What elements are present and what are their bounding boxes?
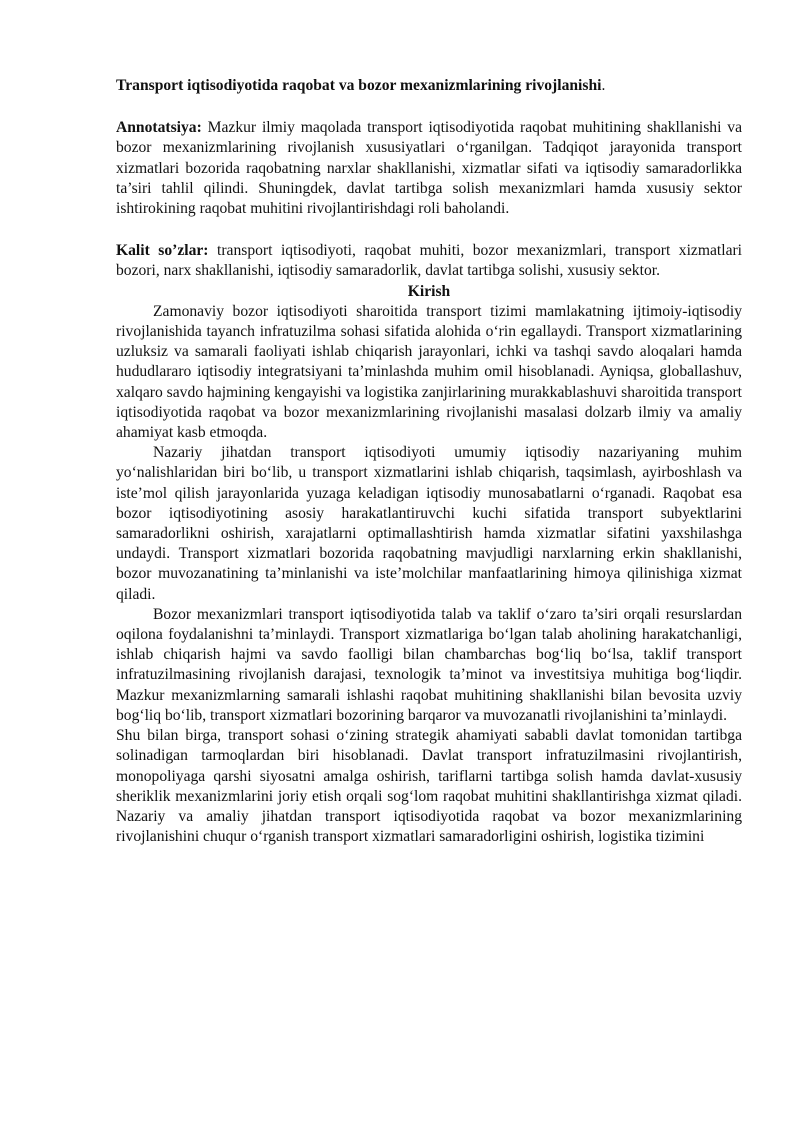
abstract-paragraph [116,118,742,219]
title-period: . [601,77,606,94]
title-text: Transport iqtisodiyotida raqobat va bozor mexanizmlarining rivojlanishi [116,77,602,94]
keywords-paragraph [116,241,742,281]
body-paragraph-2: Nazariy jihatdan transport iqtisodiyoti umumiy iqtisodiy nazariyaning muhim yo‘nalishlaridan biri bo‘lib, u transport xizmatlarini ishlab chiqarish, taqsimlash, ayirboshlash va iste’mol qilish jarayonlarida yuzaga keladigan iqtisodiy munosabatlarni o‘rganadi. Raqobat esa bozor iqtisodiyotining asosiy harakatlantiruvchi kuchi sifatida transport subyektlarini samaradorlikni oshirish, xarajatlarni optimallashtirish hamda xizmatlar sifatini yaxshilashga undaydi. Transport xizmatlari bozorida raqobatning mavjudligi narxlarning erkin shakllanishi, bozor muvozanatining ta’minlanishi va iste’molchilar manfaatlarining himoya qilinishiga xizmat qiladi. [116,444,742,603]
article-title [116,76,742,96]
body-paragraph-3: Bozor mexanizmlari transport iqtisodiyotida talab va taklif o‘zaro ta’siri orqali resurslardan oqilona foydalanishni ta’minlaydi. Transport xizmatlariga bo‘lgan talab aholining harakatchanligi, ishlab chiqarish hajmi va savdo faolligi bilan chambarchas bog‘liq bo‘lsa, taklif transport infratuzilmasining rivojlanish darajasi, texnologik ta’minot va investitsiya muhitiga bog‘liqdir. Mazkur mexanizmlarning samarali ishlashi raqobat muhitining shakllanishi bilan bevosita uzviy bog‘liq bo‘lib, transport xizmatlari bozorining barqaror va muvozanatli rivojlanishini ta’minlaydi. [116,605,742,724]
document-page [116,76,742,847]
abstract-text: Mazkur ilmiy maqolada transport iqtisodiyotida raqobat muhitining shakllanishi va bozor mexanizmlarining rivojlanish xususiyatlari o‘rganilgan. Tadqiqot jarayonida transport xizmatlari bozorida raqobatning narxlar shakllanishi, xizmatlar sifati va iqtisodiy samaradorlikka ta’siri tahlil qilindi. Shuningdek, davlat tartibga solish mexanizmlari hamda xususiy sektor ishtirokining raqobat muhitini rivojlantirishdagi roli baholandi. [116,119,742,218]
body-paragraph-4: Shu bilan birga, transport sohasi o‘zining strategik ahamiyati sababli davlat tomonidan tartibga solinadigan tarmoqlardan biri hisoblanadi. Davlat transport infratuzilmasini rivojlantirish, monopoliyaga qarshi siyosatni amalga oshirish, tariflarni tartibga solish hamda davlat-xususiy sheriklik mexanizmlarini joriy etish orqali sog‘lom raqobat muhitini shakllantirishga xizmat qiladi. Nazariy va amaliy jihatdan transport iqtisodiyotida raqobat va bozor mexanizmlarining rivojlanishini chuqur o‘rganish transport xizmatlari samaradorligini oshirish, logistika tizimini [116,727,742,846]
body-paragraph-1: Zamonaviy bozor iqtisodiyoti sharoitida transport tizimi mamlakatning ijtimoiy-iqtisodiy rivojlanishida tayanch infratuzilma sohasi sifatida alohida o‘rin egallaydi. Transport xizmatlarining uzluksiz va samarali faoliyati ishlab chiqarish jarayonlari, ichki va tashqi savdo aloqalari hamda hududlararo iqtisodiy integratsiyani ta’minlashda muhim omil hisoblanadi. Ayniqsa, globallashuv, xalqaro savdo hajmining kengayishi va logistika zanjirlarining murakkablashuvi sharoitida transport iqtisodiyotida raqobat va bozor mexanizmlarining rivojlanishi masalasi dolzarb ilmiy va amaliy ahamiyat kasb etmoqda. [116,302,742,442]
keywords-text: transport iqtisodiyoti, raqobat muhiti, bozor mexanizmlari, transport xizmatlari bozori, narx shakllanishi, iqtisodiy samaradorlik, davlat tartibga solishi, xususiy sektor. [116,242,743,280]
abstract-label: Annotatsiya: [116,119,202,137]
keywords-label: Kalit so’zlar: [116,242,209,260]
section-heading-introduction: Kirish [407,282,451,300]
